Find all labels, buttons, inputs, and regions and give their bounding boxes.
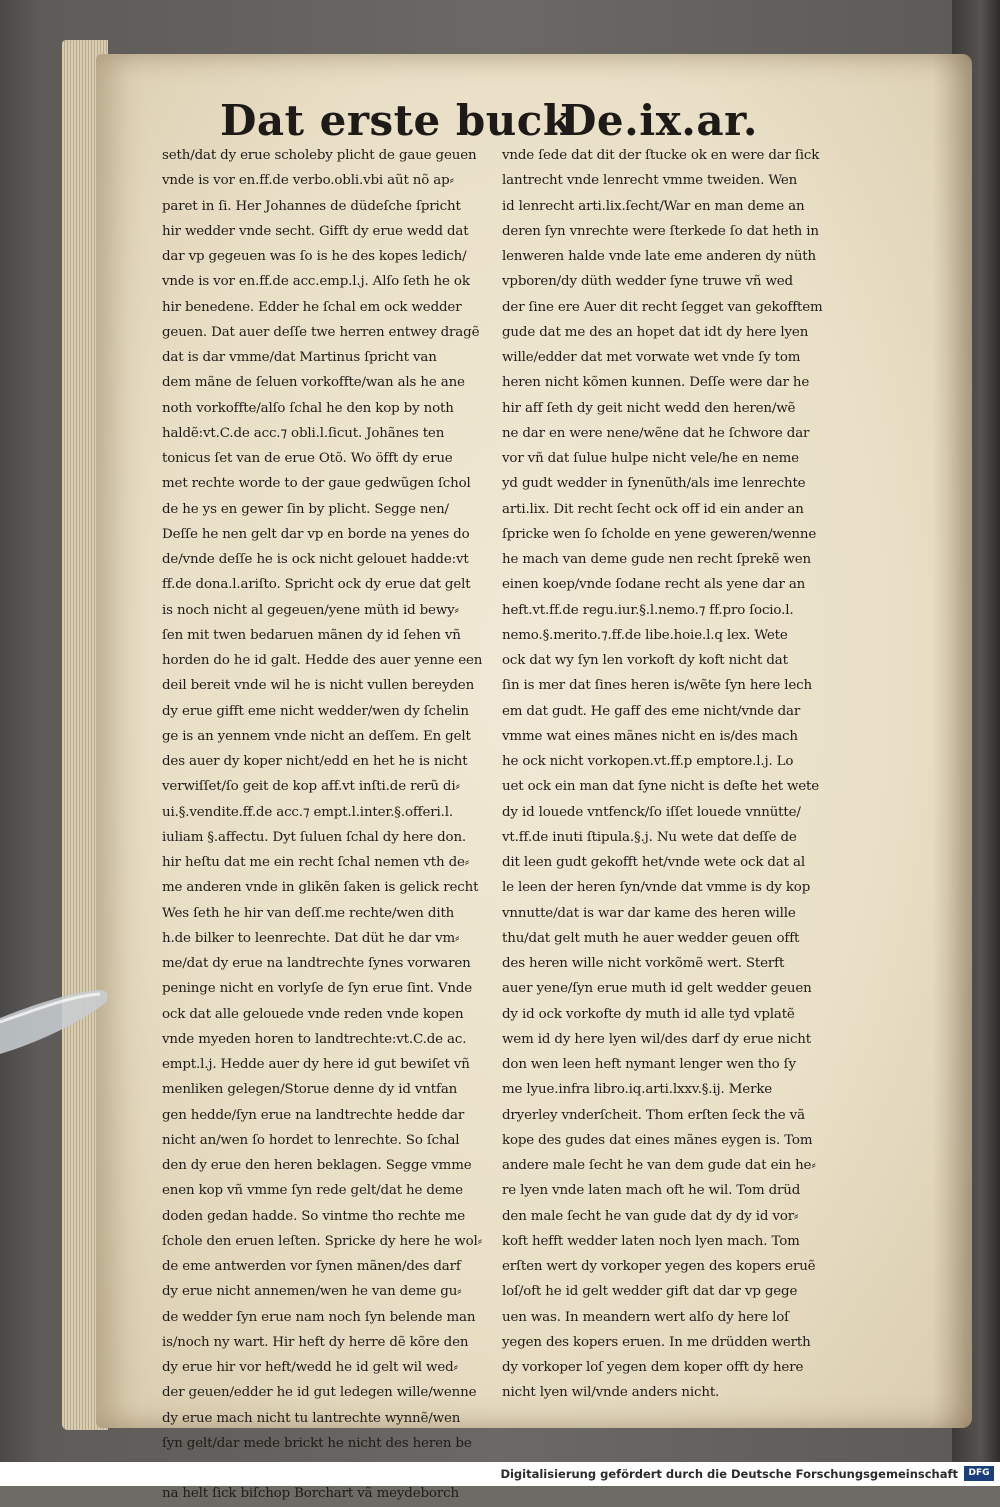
text-line: seth/dat dy erue scholeby plicht de gaue geuen [162,148,477,163]
text-line: deren ſyn vnrechte were ſterkede ſo dat heth in [502,223,819,239]
text-line: me lyue.infra libro.iq.arti.lxxv.§.ij. Merke [502,1082,773,1098]
text-line: ſchole den eruen leſten. Spricke dy here he wol⸗ [162,1233,482,1249]
text-line: enen kop vñ vmme ſyn rede gelt/dat he deme [162,1183,463,1199]
text-line: vnde is vor en.ff.de acc.emp.l.j. Alſo ſeth he ok [162,274,470,290]
text-line: le leen der heren ſyn/vnde dat vmme is dy kop [502,880,811,896]
text-line: ſpricke wen ſo ſcholde en yene geweren/wenne [502,526,817,542]
text-line: dy erue nicht annemen/wen he van deme gu⸗ [162,1284,462,1300]
text-line: geuen. Dat auer deſſe twe herren entwey dragẽ [162,324,480,340]
text-line: tonicus ſet van de erue Otõ. Wo öfft dy erue [162,451,453,466]
text-line: dy id ock vorkofte dy muth id alle tyd vplatẽ [502,1006,795,1022]
text-line: yd gudt wedder in ſynenũth/als ime lenrechte [502,476,806,492]
text-line: de eme antwerden vor ſynen mãnen/des darf [162,1259,461,1274]
text-line: vnnutte/dat is war dar kame des heren wille [502,905,796,921]
text-line: deil bereit vnde wil he is nicht vullen bereyden [162,678,475,694]
text-line: dem mãne de ſeluen vorkoffte/wan als he ane [162,375,465,391]
text-line: em dat gudt. He gaff des eme nicht/vnde dar [502,703,801,719]
text-line: arti.lix. Dit recht ſecht ock off id ein ander an [502,501,804,517]
gutter-shadow [932,54,972,1428]
text-line: des heren wille nicht vorkõmẽ wert. Sterft [502,956,785,971]
text-column-left [162,143,502,1507]
text-line: hir wedder vnde secht. Gifft dy erue wedd dat [162,223,469,239]
text-line: dy erue gifft eme nicht wedder/wen dy ſchelin [162,703,469,719]
text-line: dat is dar vmme/dat Martinus ſpricht van [162,350,437,365]
text-line: der geuen/edder he id gut ledegen wille/wenne [162,1385,477,1401]
funding-credit: Digitalisierung gefördert durch die Deutsche Forschungsgemeinschaft [500,1467,958,1481]
text-line: ne dar en were nene/wẽne dat he ſchwore dar [502,425,810,441]
text-line: yegen des kopers eruen. In me drüdden werth [502,1334,811,1350]
text-line: den dy erue den heren beklagen. Segge vmme [162,1158,472,1173]
text-line: ſen mit twen bedaruen mãnen dy id ſehen vñ [162,627,461,643]
text-line: den male ſecht he van gude dat dy dy id vor⸗ [502,1208,799,1224]
text-line: me/dat dy erue na landtrechte ſynes vorwaren [162,956,471,971]
text-line: vnde ſede dat dit der ſtucke ok en were dar ſick [502,148,820,163]
text-line: ff.de dona.l.ariſto. Spricht ock dy erue dat gelt [162,577,471,593]
text-line: vnde is vor en.ff.de verbo.obli.vbi aũt nõ ap⸗ [162,173,454,189]
text-line: horden do he id galt. Hedde des auer yenne een [162,653,483,668]
text-line: vor vñ dat ſulue hulpe nicht vele/he en neme [502,451,799,466]
text-line: heren nicht kõmen kunnen. Deſſe were dar he [502,375,810,391]
text-line: Deſſe he nen gelt dar vp en borde na yenes do [162,526,470,542]
text-line: don wen leen heft nymant lenger wen tho ſy [502,1057,796,1072]
text-line: gude dat me des an hopet dat idt dy here lyen [502,324,809,340]
running-header-right: De.ix.ar. [560,96,758,145]
text-line: is noch nicht al gegeuen/yene müth id bewy⸗ [162,602,459,618]
text-line: thu/dat gelt muth he auer wedder geuen offt [502,930,800,946]
footer-bar [0,1462,1000,1486]
text-line: vmme wat eines mãnes nicht en is/des mach [502,728,798,744]
text-line: verwiſſet/ſo geit de kop aff.vt inſti.de rerũ di⸗ [162,779,460,795]
text-line: ui.§.vendite.ff.de acc.⁊ empt.l.inter.§.offeri.l. [162,804,453,820]
text-line: wille/edder dat met vorwate wet vnde ſy tom [502,350,801,365]
text-line: uet ock ein man dat ſyne nicht is deſte het wete [502,779,820,795]
text-line: doden gedan hadde. So vintme tho rechte me [162,1208,466,1224]
text-line: hir heſtu dat me ein recht ſchal nemen vth de⸗ [162,855,470,870]
text-line: empt.l.j. Hedde auer dy here id gut bewiſet vñ [162,1057,470,1072]
text-line: me anderen vnde in glikẽn ſaken is gelick recht [162,880,479,896]
text-line: der ſine ere Auer dit recht ſegget van gekofftem [502,299,823,315]
text-line: ſin is mer dat ſines heren is/wẽte ſyn here lech [502,678,812,694]
text-line: h.de bilker to leenrechte. Dat düt he dar vm⸗ [162,930,460,946]
text-line: erſten wert dy vorkoper yegen des kopers eruẽ [502,1259,816,1274]
text-line: met rechte worde to der gaue gedwũgen ſchol [162,476,471,492]
text-line: he ock nicht vorkopen.vt.ff.p emptore.l.j. Lo [502,754,794,769]
text-line: nemo.§.merito.⁊.ff.de libe.hoie.l.q lex. Wete [502,627,788,643]
text-line: wem id dy here lyen wil/des darf dy erue nicht [502,1031,811,1047]
text-line: koft hefft wedder laten noch lyen mach. Tom [502,1233,800,1249]
page-clamp [0,988,110,1060]
text-line: heft.vt.ff.de regu.iur.§.l.nemo.⁊ ff.pro ſocio.l. [502,602,794,618]
text-line: ock dat alle gelouede vnde reden vnde kopen [162,1006,464,1022]
text-line: des auer dy koper nicht/edd en het he is nicht [162,754,468,769]
text-line: einen koep/vnde ſodane recht als yene dar an [502,577,806,593]
text-line: dy vorkoper loſ yegen dem koper offt dy here [502,1360,804,1375]
text-line: ſyn gelt/dar mede brickt he nicht des heren be [162,1435,472,1451]
running-header-left: Dat erste buck [220,96,573,145]
text-line: loſ/oft he id gelt wedder gift dat dar vp gege [502,1284,798,1300]
text-line: ge is an yennem vnde nicht an deſſem. En gelt [162,728,471,744]
text-line: he mach van deme gude nen recht ſprekẽ wen [502,552,811,567]
text-line: re lyen vnde laten mach oft he wil. Tom drüd [502,1183,801,1199]
text-line: dryerley vnderſcheit. Thom erſten ſeck the vã [502,1107,805,1123]
text-line: andere male ſecht he van dem gude dat ein he⸗ [502,1158,816,1173]
text-line: auer yene/ſyn erue muth id gelt wedder geuen [502,981,812,997]
text-line: hir aff ſeth dy geit nicht wedd den heren/wẽ [502,400,796,416]
text-line: nicht lyen wil/vnde anders nicht. [502,1385,720,1401]
text-line: hir benedene. Edder he ſchal em ock wedder [162,299,462,315]
text-line: vnde myeden horen to landtrechte:vt.C.de ac. [162,1031,467,1047]
text-line: haldẽ:vt.C.de acc.⁊ obli.l.ſicut. Johãnes ten [162,425,445,441]
text-line: noth vorkoffte/alſo ſchal he den kop by noth [162,400,454,416]
text-line: iuliam §.affectu. Dyt ſuluen ſchal dy here don. [162,829,467,845]
text-column-right [502,143,842,1406]
text-line: paret in ſi. Her Johannes de düdeſche ſpricht [162,198,461,214]
text-line: is/noch ny wart. Hir heft dy herre dẽ kõre den [162,1334,469,1350]
text-line: id lenrecht arti.lix.ſecht/War en man deme an [502,198,805,214]
text-line: lenweren halde vnde late eme anderen dy nüth [502,249,816,264]
text-line: kope des gudes dat eines mãnes eygen is. Tom [502,1132,813,1148]
text-line: nicht an/wen ſo hordet to lenrechte. So ſchal [162,1132,460,1148]
text-line: gen hedde/ſyn erue na landtrechte hedde dar [162,1107,465,1123]
text-line: vpboren/dy düth wedder ſyne truwe vñ wed [502,274,793,290]
text-line: de he ys en gewer ſin by plicht. Segge nen/ [162,501,449,517]
text-line: uen was. In meandern wert alſo dy here loſ [502,1309,789,1325]
text-line: vt.ff.de inuti ſtipula.§.j. Nu wete dat deſſe de [502,829,797,845]
text-line: lantrecht vnde lenrecht vmme tweiden. Wen [502,173,798,189]
text-line: de/vnde deſſe he is ock nicht gelouet hadde:vt [162,552,469,567]
text-line: dy id louede vntfenck/ſo iſſet louede vnnütte/ [502,804,801,820]
text-line: ock dat wy ſyn len vorkoft dy koft nicht dat [502,653,788,668]
text-line: dy erue hir vor heft/wedd he id gelt wil wed⸗ [162,1360,458,1375]
text-line: dar vp gegeuen was ſo is he des kopes ledich/ [162,249,467,264]
text-line: peninge nicht en vorlyſe de ſyn erue ſint. Vnde [162,981,473,997]
text-line: Wes ſeth he hir van deſſ.me rechte/wen dith [162,905,455,921]
dfg-logo: DFG [964,1466,994,1481]
text-line: menliken gelegen/Storue denne dy id vntfan [162,1082,458,1098]
text-line: dy erue mach nicht tu lantrechte wynnẽ/wen [162,1410,461,1426]
text-line: dit leen gudt gekofft het/vnde wete ock dat al [502,855,805,870]
text-line: de wedder ſyn erue nam noch ſyn belende man [162,1309,476,1325]
text-line: na helt ſick biſchop Borchart vã meydeborch [162,1486,459,1502]
